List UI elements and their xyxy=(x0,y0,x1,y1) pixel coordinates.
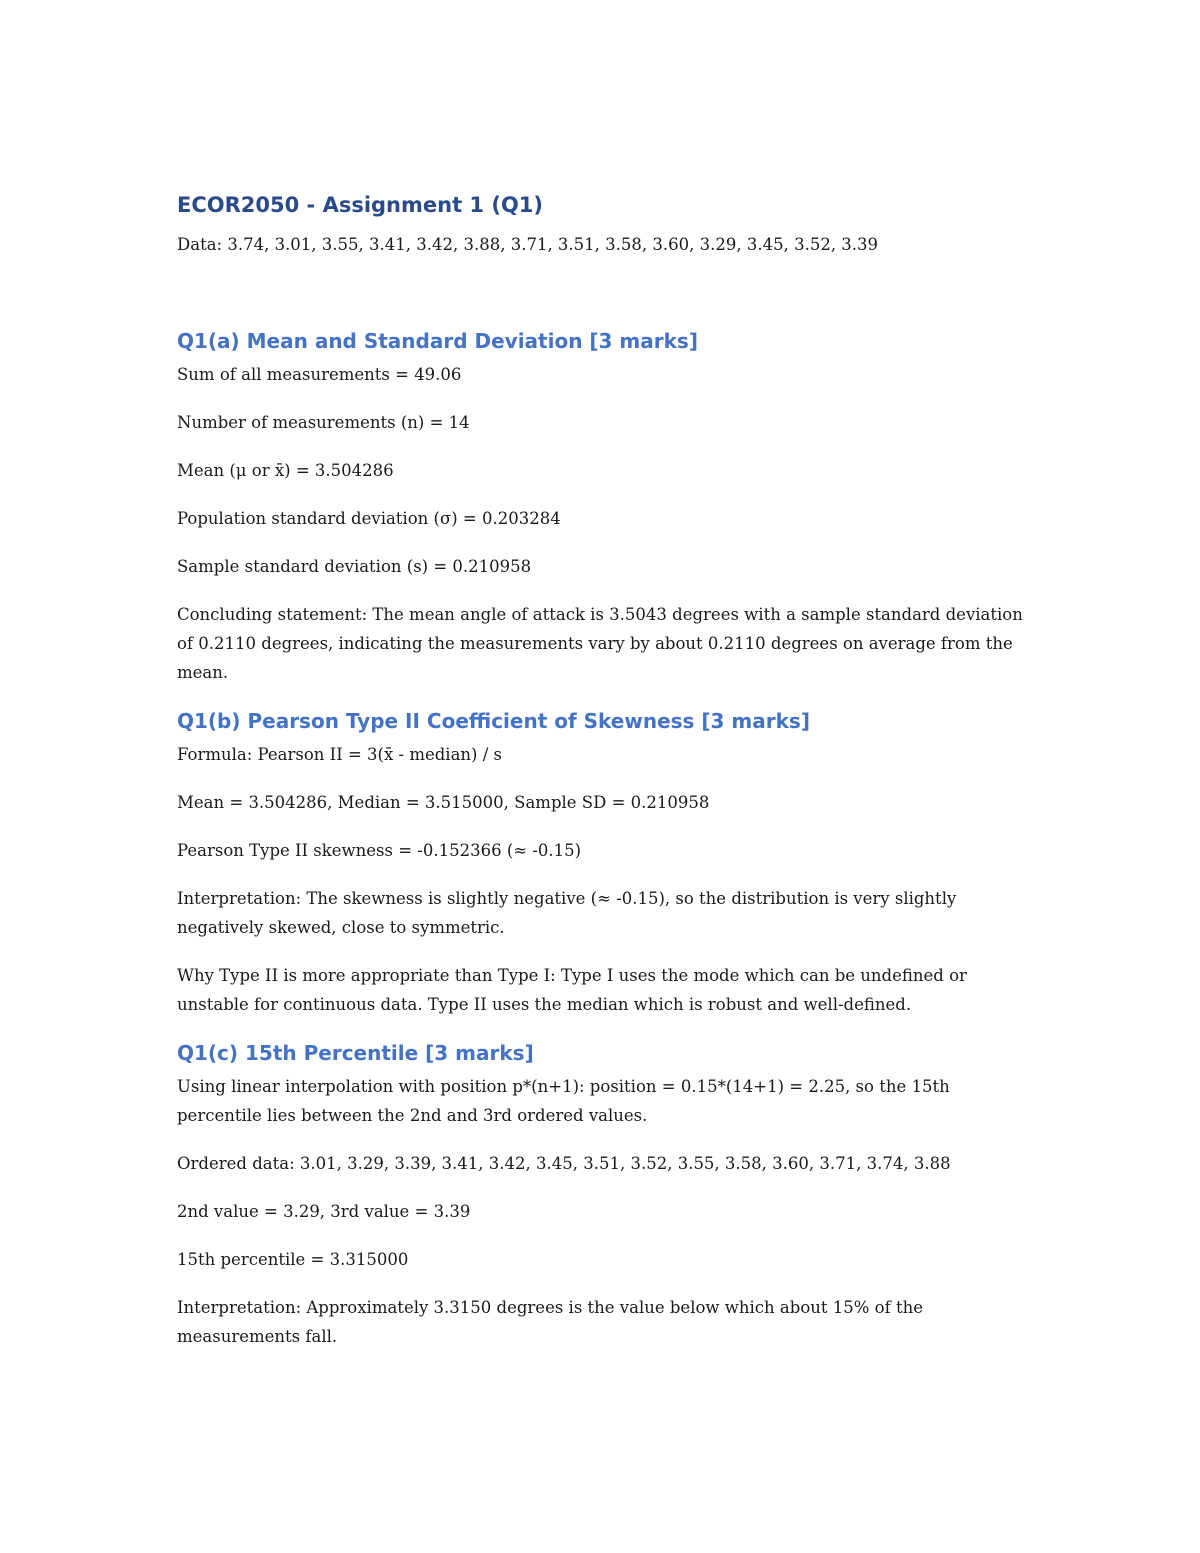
q1c-ordered-data: Ordered data: 3.01, 3.29, 3.39, 3.41, 3.42, 3.45, 3.51, 3.52, 3.55, 3.58, 3.60, 3.71, 3.74, 3.88 xyxy=(177,1154,951,1173)
section-heading-q1c: Q1(c) 15th Percentile [3 marks] xyxy=(177,1041,534,1065)
q1b-values: Mean = 3.504286, Median = 3.515000, Sample SD = 0.210958 xyxy=(177,793,710,812)
document-title: ECOR2050 - Assignment 1 (Q1) xyxy=(177,193,544,217)
q1a-sum: Sum of all measurements = 49.06 xyxy=(177,365,462,384)
q1a-conclusion: Concluding statement: The mean angle of attack is 3.5043 degrees with a sample standard deviation of 0.2110 degrees, indicating the measurements vary by about 0.2110 degrees on average from the mean. xyxy=(177,605,1023,682)
q1a-sample-sd: Sample standard deviation (s) = 0.210958 xyxy=(177,557,532,576)
q1a-pop-sd: Population standard deviation (σ) = 0.203284 xyxy=(177,509,561,528)
q1a-mean: Mean (μ or x̄) = 3.504286 xyxy=(177,461,394,480)
section-heading-q1a: Q1(a) Mean and Standard Deviation [3 marks] xyxy=(177,329,698,353)
q1c-method: Using linear interpolation with position p*(n+1): position = 0.15*(14+1) = 2.25, so the 15th percentile lies between the 2nd and 3rd ordered values. xyxy=(177,1077,950,1125)
section-q1b xyxy=(177,706,1027,1019)
q1b-skewness: Pearson Type II skewness = -0.152366 (≈ -0.15) xyxy=(177,841,582,860)
section-heading-q1b: Q1(b) Pearson Type II Coefficient of Skewness [3 marks] xyxy=(177,709,810,733)
q1b-why-type-ii: Why Type II is more appropriate than Type I: Type I uses the mode which can be undefined or unstable for continuous data. Type II uses the median which is robust and well-defined. xyxy=(177,966,967,1014)
q1c-interpretation: Interpretation: Approximately 3.3150 degrees is the value below which about 15% of the measurements fall. xyxy=(177,1298,923,1346)
section-q1a xyxy=(177,326,1027,687)
q1a-n: Number of measurements (n) = 14 xyxy=(177,413,470,432)
q1b-interpretation: Interpretation: The skewness is slightly negative (≈ -0.15), so the distribution is very slightly negatively skewed, close to symmetric. xyxy=(177,889,957,937)
q1c-values: 2nd value = 3.29, 3rd value = 3.39 xyxy=(177,1202,471,1221)
q1c-result: 15th percentile = 3.315000 xyxy=(177,1250,409,1269)
data-line: Data: 3.74, 3.01, 3.55, 3.41, 3.42, 3.88, 3.71, 3.51, 3.58, 3.60, 3.29, 3.45, 3.52, 3.39 xyxy=(177,235,879,254)
document-page xyxy=(177,190,1027,1370)
q1b-formula: Formula: Pearson II = 3(x̄ - median) / s xyxy=(177,745,503,764)
section-q1c xyxy=(177,1038,1027,1351)
